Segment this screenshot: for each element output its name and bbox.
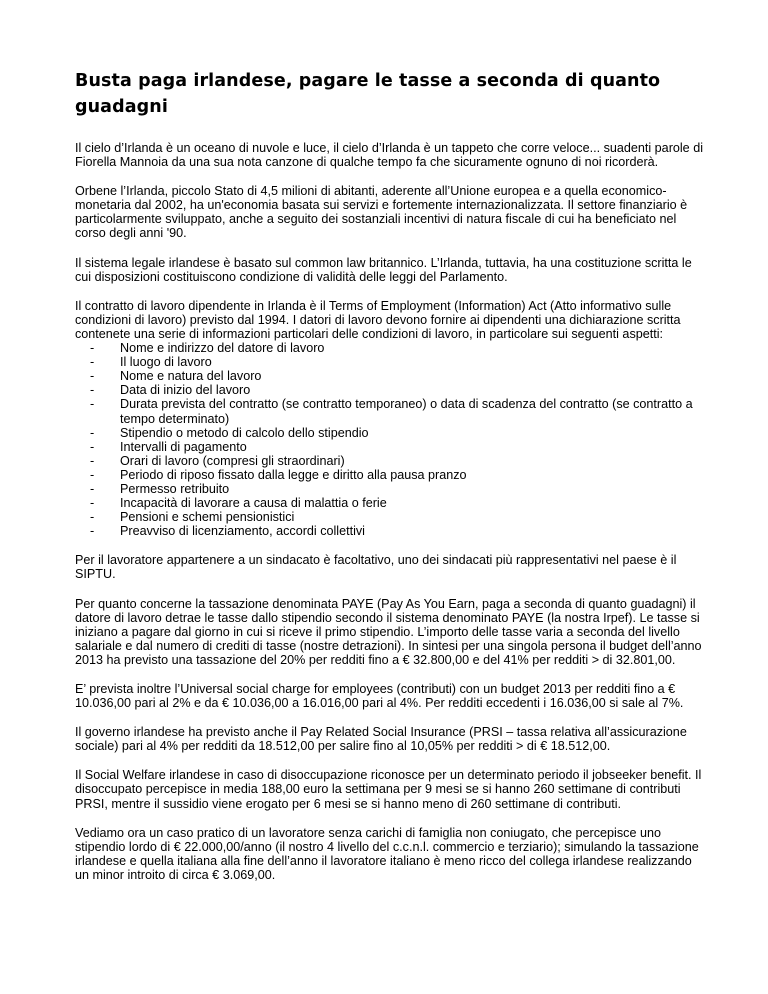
list-item-text: Orari di lavoro (compresi gli straordinari) [120,453,345,468]
list-item-text: Durata prevista del contratto (se contratto temporaneo) o data di scadenza del contratto (se contratto a tempo determinato) [120,397,693,426]
list-item-text: Data di inizio del lavoro [120,383,251,398]
list-dash: - [90,369,95,384]
list-item-text: Pensioni e schemi pensionistici [120,510,295,525]
paragraph-practical-case: Vediamo ora un caso pratico di un lavoratore senza carichi di famiglia non coniugato, che percepisce uno stipendio lordo di € 22.000,00/anno (il nostro 4 livello del c.c.n.l. commercio e terziario); simulando la tassazione irlandese e quella italiana alla fine dell’anno il lavoratore italiano è meno ricco del collega irlandese realizzando un minor introito di circa € 3.069,00. [75,825,699,882]
list-item-text: Permesso retribuito [120,481,230,496]
list-item [75,397,705,425]
document-title: Busta paga irlandese, pagare le tasse a seconda di quanto guadagni [75,71,661,117]
list-dash: - [90,496,95,511]
list-item-text: Il luogo di lavoro [120,355,212,370]
list-item [75,482,705,496]
list-dash: - [90,425,95,440]
list-item [75,426,705,440]
list-dash: - [90,355,95,370]
paragraph-union: Per il lavoratore appartenere a un sindacato è facoltativo, uno dei sindacati più rappresentativi nel paese è il SIPTU. [75,553,677,582]
paragraph-legal-system: Il sistema legale irlandese è basato sul common law britannico. L’Irlanda, tuttavia, ha una costituzione scritta le cui disposizioni costituiscono condizione di validità delle leggi del Parlamento. [75,255,692,284]
employment-aspects-list [75,341,705,538]
list-item [75,468,705,482]
list-dash: - [90,341,95,356]
list-dash: - [90,467,95,482]
list-dash: - [90,524,95,539]
list-dash: - [90,439,95,454]
list-item [75,454,705,468]
paragraph-universal-social-charge: E’ prevista inoltre l’Universal social charge for employees (contributi) con un budget 2013 per redditi fino a € 10.036,00 pari al 2% e da € 10.036,00 a 16.016,00 pari al 4%. Per redditi eccedenti i 16.036,00 si sale al 7%. [75,682,684,711]
list-dash: - [90,383,95,398]
list-dash: - [90,397,95,412]
paragraph-ireland-economy: Orbene l’Irlanda, piccolo Stato di 4,5 milioni di abitanti, aderente all’Unione europea e a quella economico-monetaria dal 2002, ha un'economia basata sui servizi e fortemente internazionalizzata. Il settore finanziario è particolarmente sviluppato, anche a seguito dei sostanziali incentivi di natura fiscale di cui ha beneficiato nel corso degli anni '90. [75,184,688,241]
list-item [75,440,705,454]
list-item [75,524,705,538]
list-item [75,383,705,397]
list-dash: - [90,510,95,525]
list-item-text: Intervalli di pagamento [120,439,247,454]
list-item-text: Nome e indirizzo del datore di lavoro [120,341,325,356]
paragraph-employment-contract: Il contratto di lavoro dipendente in Irlanda è il Terms of Employment (Information) Act (Atto informativo sulle condizioni di lavoro) previsto dal 1994. I datori di lavoro devono fornire ai dipendenti una dichiarazione scritta contenete una serie di informazioni particolari delle condizioni di lavoro, in particolare sui seguenti aspetti: [75,298,681,341]
list-item-text: Incapacità di lavorare a causa di malattia o ferie [120,496,387,511]
list-item [75,510,705,524]
list-item-text: Stipendio o metodo di calcolo dello stipendio [120,425,369,440]
paragraph-social-welfare: Il Social Welfare irlandese in caso di disoccupazione riconosce per un determinato periodo il jobseeker benefit. Il disoccupato percepisce in media 188,00 euro la settimana per 9 mesi se si hanno 260 settimane di contributi PRSI, mentre il sussidio viene erogato per 6 mesi se si hanno meno di 260 settimane di contributi. [75,768,702,811]
list-item-text: Periodo di riposo fissato dalla legge e diritto alla pausa pranzo [120,467,467,482]
list-item [75,496,705,510]
list-dash: - [90,481,95,496]
list-item [75,355,705,369]
paragraph-paye-tax: Per quanto concerne la tassazione denominata PAYE (Pay As You Earn, paga a seconda di quanto guadagni) il datore di lavoro detrae le tasse dallo stipendio secondo il sistema denominato PAYE (la nostra Irpef). Le tasse si iniziano a pagare dal giorno in cui si riceve il primo stipendio. L’importo delle tasse varia a seconda del livello salariale e dal numero di crediti di tasse (nostre detrazioni). In sintesi per una singola persona il budget dell’anno 2013 ha previsto una tassazione del 20% per redditi fino a € 32.800,00 e del 41% per redditi > di 32.801,00. [75,596,702,667]
list-dash: - [90,453,95,468]
list-item [75,369,705,383]
document-page [75,68,705,897]
list-item-text: Nome e natura del lavoro [120,369,262,384]
paragraph-intro: Il cielo d’Irlanda è un oceano di nuvole e luce, il cielo d’Irlanda è un tappeto che corre veloce... suadenti parole di Fiorella Mannoia da una sua nota canzone di qualche tempo fa che sicuramente ognuno di noi ricorderà. [75,141,703,170]
list-item-text: Preavviso di licenziamento, accordi collettivi [120,524,365,539]
list-item [75,341,705,355]
paragraph-prsi: Il governo irlandese ha previsto anche il Pay Related Social Insurance (PRSI – tassa relativa all’assicurazione sociale) pari al 4% per redditi da 18.512,00 per salire fino al 10,05% per redditi > di € 18.512,00. [75,725,687,754]
